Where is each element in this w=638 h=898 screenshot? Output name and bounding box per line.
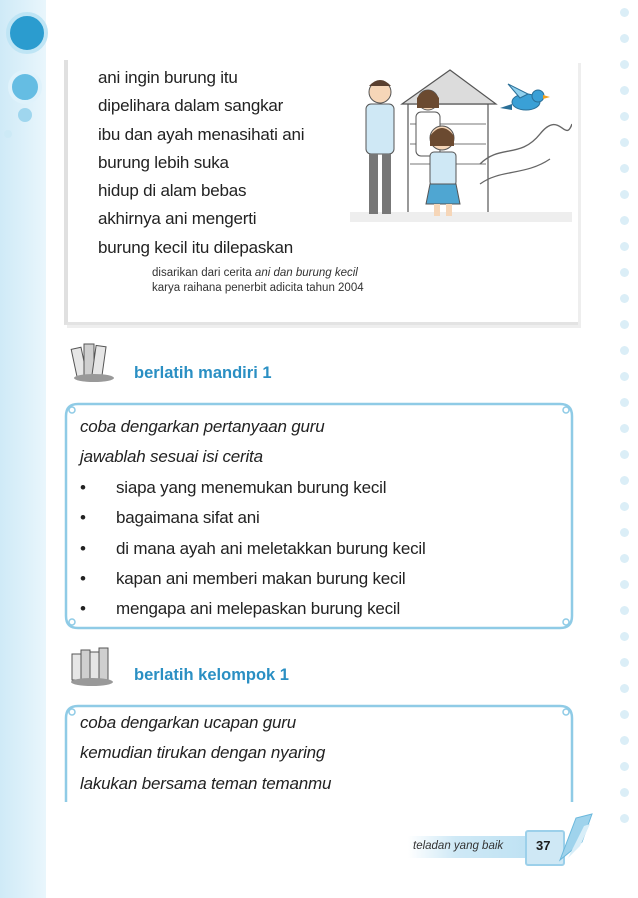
bullet-mark: • [80,477,86,497]
wing-decoration-icon [556,812,596,862]
poem-line: ibu dan ayah menasihati ani [98,124,305,144]
instruction-line: lakukan bersama teman temanmu [80,773,332,793]
books-icon [70,340,116,382]
deco-circle [8,70,42,104]
poem-line: burung lebih suka [98,152,229,172]
source-publisher: karya raihana penerbit adicita tahun 2004 [152,282,364,294]
left-decoration-stripe [0,0,46,898]
bullet-mark: • [80,599,86,619]
poem-card [64,60,578,325]
question-item: • kapan ani memberi makan burung kecil [80,564,426,594]
source-citation [152,266,364,296]
group-books-icon [70,644,116,686]
bullet-mark: • [80,569,86,589]
question-item: • bagaimana sifat ani [80,503,426,533]
source-prefix: disarikan dari cerita [152,267,252,279]
exercise-box-kelompok [64,704,574,802]
section-title: berlatih mandiri 1 [134,364,272,382]
poem-line: hidup di alam bebas [98,181,247,201]
family-bird-illustration [350,64,572,222]
instruction-line: kemudian tirukan dengan nyaring [80,743,326,763]
poem-line: dipelihara dalam sangkar [98,96,284,116]
question-item: • di mana ayah ani meletakkan burung kecil [80,534,426,564]
poem-line: ani ingin burung itu [98,68,238,87]
deco-circle [4,130,12,138]
poem-line: akhirnya ani mengerti [98,209,257,229]
source-title: ani dan burung kecil [254,267,358,279]
poem-line: burung kecil itu dilepaskan [98,237,293,257]
poem-text [98,64,304,262]
instruction-line: coba dengarkan pertanyaan guru [80,417,325,436]
question-item: • siapa yang menemukan burung kecil [80,473,426,503]
question-item: • mengapa ani melepaskan burung kecil [80,594,426,624]
instruction-line: jawablah sesuai isi cerita [80,447,263,467]
exercise-box-mandiri [64,402,574,630]
bullet-mark: • [80,508,86,528]
right-dot-border [620,8,630,888]
page-number: 37 [536,838,551,853]
instruction-line: coba dengarkan ucapan guru [80,713,296,732]
deco-circle [18,108,32,122]
bullet-mark: • [80,538,86,558]
deco-circle [6,12,48,54]
footer-chapter-title: teladan yang baik [413,840,504,852]
section-title: berlatih kelompok 1 [134,666,289,684]
